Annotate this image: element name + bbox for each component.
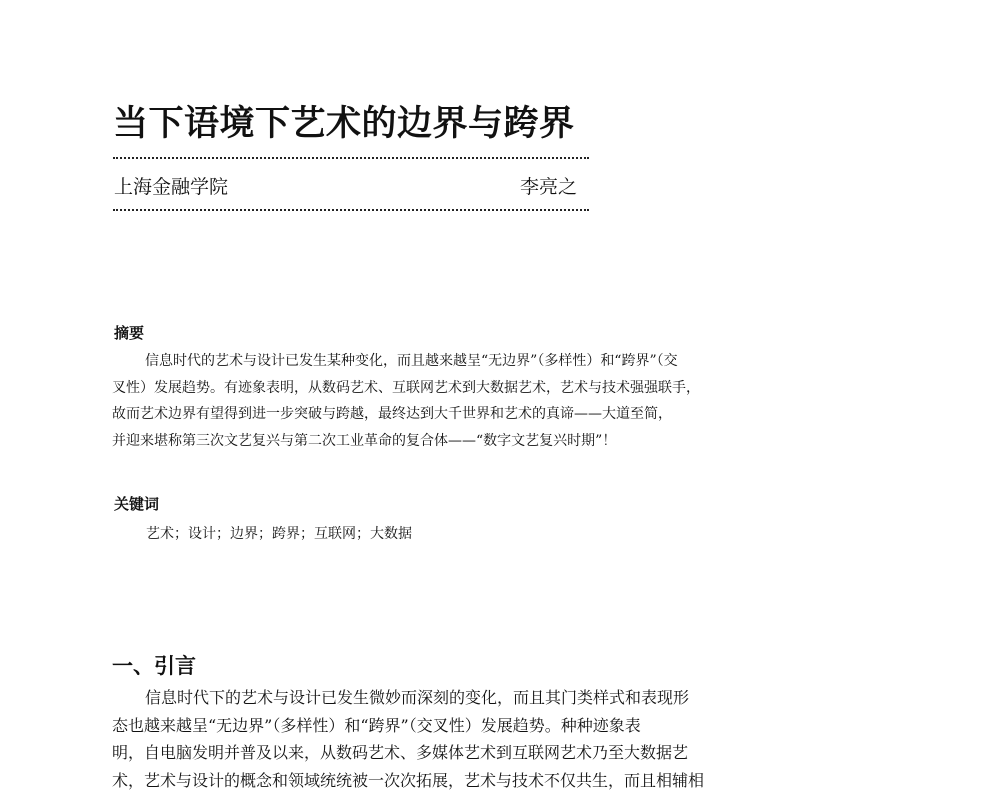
body-line: 信息时代下的艺术与设计已发生微妙而深刻的变化，而且其门类样式和表现形 [112, 684, 772, 712]
body-line: 术，艺术与设计的概念和领域统统被一次次拓展，艺术与技术不仅共生，而且相辅相 [112, 767, 772, 794]
paper-title: 当下语境下艺术的边界与跨界 [113, 96, 575, 146]
abstract-heading: 摘要 [114, 322, 144, 343]
title-divider-top [113, 157, 589, 159]
abstract-line: 并迎来堪称第三次文艺复兴与第二次工业革命的复合体——“数字文艺复兴时期”！ [112, 428, 767, 455]
abstract-line: 故而艺术边界有望得到进一步突破与跨越，最终达到大千世界和艺术的真谛——大道至简， [112, 401, 767, 428]
keywords-text: 艺术；设计；边界；跨界；互联网；大数据 [146, 523, 412, 543]
author-affiliation: 上海金融学院 [114, 172, 228, 199]
keywords-heading: 关键词 [114, 493, 159, 514]
abstract-text [112, 348, 767, 455]
abstract-line: 叉性）发展趋势。有迹象表明，从数码艺术、互联网艺术到大数据艺术，艺术与技术强强联手， [112, 375, 767, 402]
body-line: 明，自电脑发明并普及以来，从数码艺术、多媒体艺术到互联网艺术乃至大数据艺 [112, 739, 772, 767]
body-line: 态也越来越呈“无边界”（多样性）和“跨界”（交叉性）发展趋势。种种迹象表 [112, 712, 772, 740]
section-heading-introduction: 一、引言 [112, 650, 196, 680]
abstract-line: 信息时代的艺术与设计已发生某种变化，而且越来越呈“无边界”（多样性）和“跨界”（交 [112, 348, 767, 375]
author-name: 李亮之 [520, 172, 577, 199]
title-divider-bottom [113, 209, 589, 211]
introduction-text [112, 684, 772, 794]
